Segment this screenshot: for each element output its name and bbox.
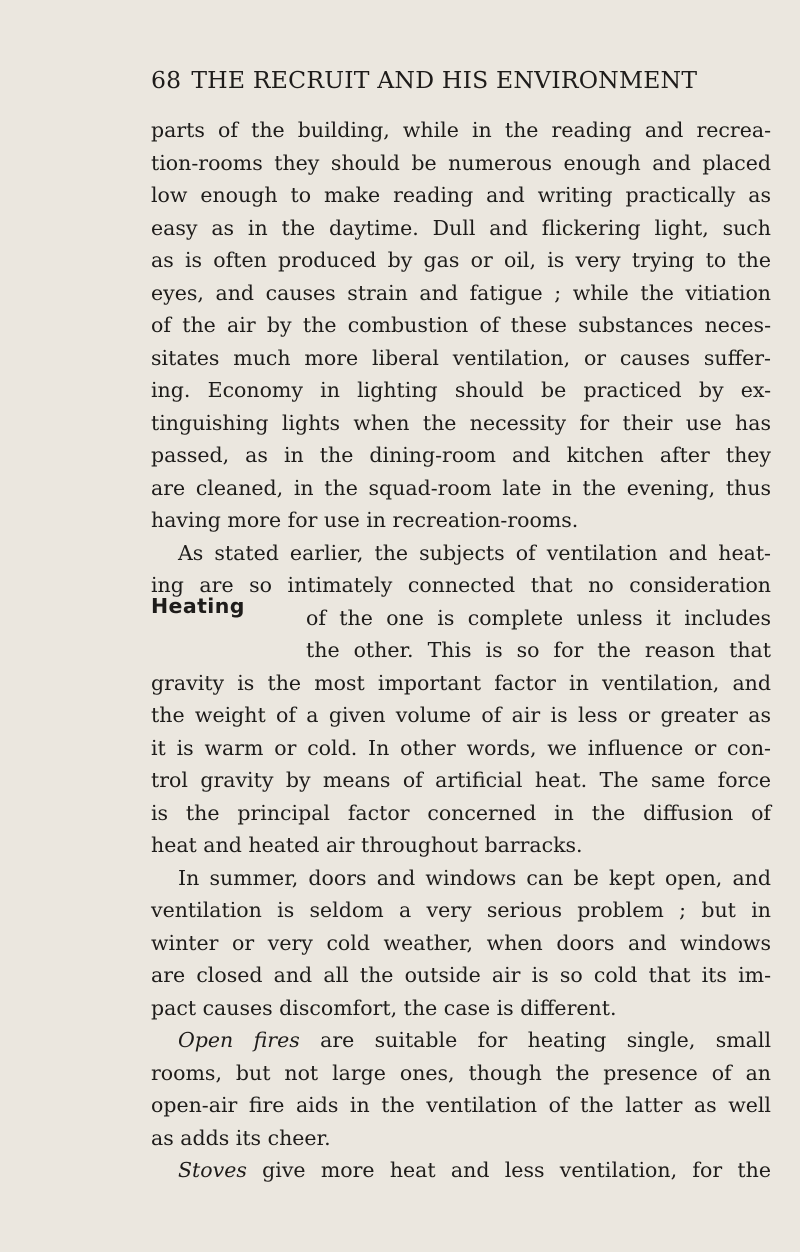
italic-term-stoves: Stoves	[178, 1158, 247, 1182]
text-line: low enough to make reading and writing practically as	[151, 183, 771, 207]
text-line: are cleaned, in the squad-room late in the evening, thus	[151, 475, 771, 500]
text-line: ventilation is seldom a very serious problem ; but in	[151, 898, 771, 922]
text-line: ing are so intimately connected that no consideration	[151, 573, 771, 597]
text-line: easy as in the daytime. Dull and flickering light, such	[151, 215, 771, 240]
text-line: open-air fire aids in the ventilation of the latter as well	[151, 1093, 771, 1117]
text-line: heat and heated air throughout barracks.	[151, 833, 583, 857]
running-title: THE RECRUIT AND HIS ENVIRONMENT	[191, 66, 698, 94]
text-line: In summer, doors and windows can be kept open, and	[178, 865, 771, 890]
text-line: As stated earlier, the subjects of ventilation and heat-	[178, 540, 771, 565]
text-line-stoves	[151, 1154, 771, 1187]
text-line: are closed and all the outside air is so cold that its im-	[151, 963, 771, 987]
text-line: of the air by the combustion of these substances neces-	[151, 313, 771, 337]
text-line-rest: are suitable for heating single, small	[320, 1028, 771, 1052]
running-header	[151, 66, 771, 94]
text-line: eyes, and causes strain and fatigue ; while the vitiation	[151, 280, 771, 305]
body-text	[151, 114, 771, 1187]
text-line: trol gravity by means of artificial heat. The same force	[151, 768, 771, 792]
text-line: as adds its cheer.	[151, 1125, 331, 1150]
text-line: ing. Economy in lighting should be practiced by ex-	[151, 378, 771, 402]
text-line: parts of the building, while in the reading and recrea-	[151, 118, 771, 142]
text-line: as is often produced by gas or oil, is very trying to the	[151, 248, 771, 272]
text-line: of the one is complete unless it includes	[306, 605, 771, 630]
text-line: it is warm or cold. In other words, we influence or con-	[151, 735, 771, 760]
text-line: tion-rooms they should be numerous enough and placed	[151, 150, 771, 175]
text-line: sitates much more liberal ventilation, or causes suffer-	[151, 345, 771, 370]
page-number: 68	[151, 66, 182, 94]
text-line: gravity is the most important factor in ventilation, and	[151, 670, 771, 695]
text-line-open-fires	[151, 1024, 771, 1057]
text-line: the weight of a given volume of air is less or greater as	[151, 703, 771, 727]
text-line: having more for use in recreation-rooms.	[151, 508, 579, 532]
text-line: winter or very cold weather, when doors and windows	[151, 930, 771, 955]
text-line: rooms, but not large ones, though the presence of an	[151, 1060, 771, 1085]
side-heading-heating: Heating	[151, 594, 245, 618]
italic-term-open-fires: Open fires	[178, 1028, 300, 1052]
text-line: is the principal factor concerned in the diffusion of	[151, 800, 771, 825]
text-line-rest: give more heat and less ventilation, for the	[262, 1158, 771, 1182]
text-line: pact causes discomfort, the case is different.	[151, 995, 617, 1020]
text-line: the other. This is so for the reason that	[306, 638, 771, 662]
text-line: passed, as in the dining-room and kitchen after they	[151, 443, 771, 467]
text-line: tinguishing lights when the necessity for their use has	[151, 410, 771, 435]
